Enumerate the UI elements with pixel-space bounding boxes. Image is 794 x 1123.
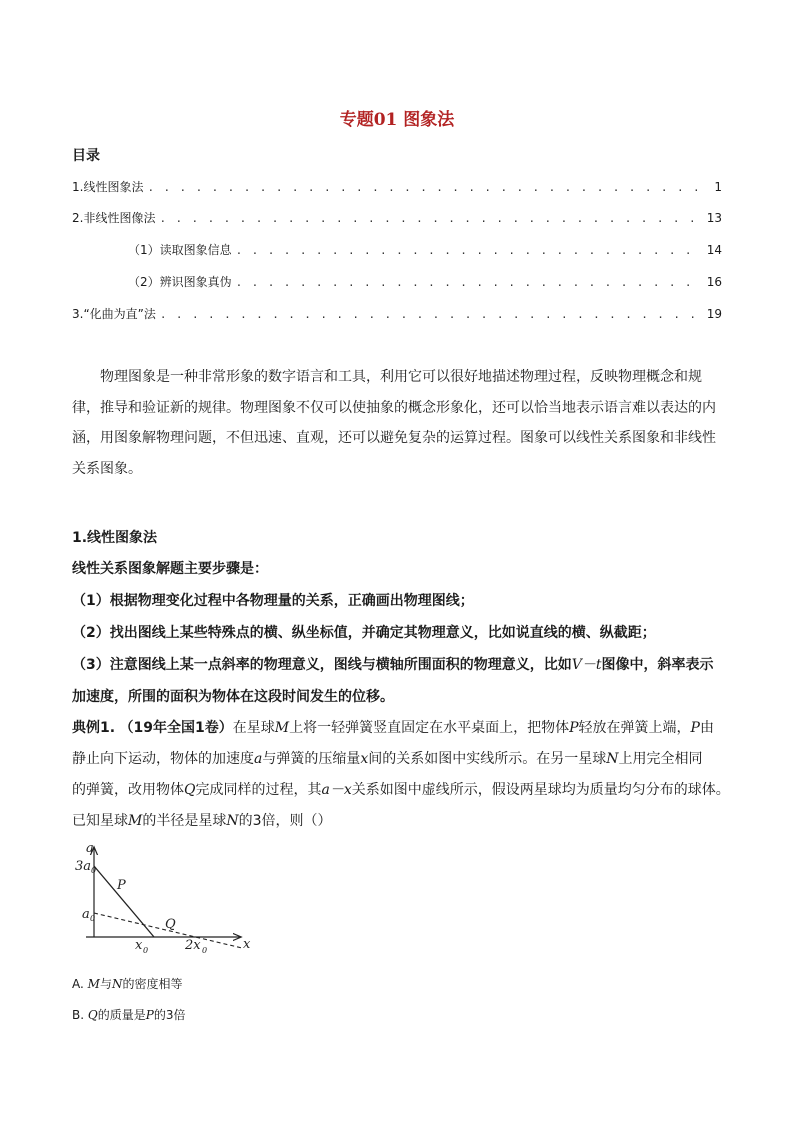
subscript-0: 0 xyxy=(202,946,208,955)
option-var: M xyxy=(87,977,100,991)
x-axis-label: x xyxy=(243,937,251,952)
example-text: 的3倍，则（） xyxy=(238,813,332,829)
example-text: 静止向下运动，物体的加速度 xyxy=(72,751,254,767)
step-3 xyxy=(72,654,724,674)
example-text: 的弹簧，改用物体 xyxy=(72,782,184,798)
toc-item-page: 19 xyxy=(706,307,722,321)
example-text: 上将一轻弹簧竖直固定在水平桌面上，把物体 xyxy=(289,720,570,736)
toc-leader-dots xyxy=(159,212,702,225)
var-x: x xyxy=(360,751,369,767)
option-text: 的质量是 xyxy=(97,1008,146,1022)
option-letter: B. xyxy=(72,1008,85,1022)
var-Q: Q xyxy=(184,782,196,798)
page-title: 专题01 图象法 xyxy=(339,110,455,130)
toc-item-label: （2）辨识图象真伪 xyxy=(128,275,232,289)
option-text: 的密度相等 xyxy=(122,977,183,991)
option-var: N xyxy=(111,977,123,991)
example-text: 由 xyxy=(699,720,714,736)
var-M: M xyxy=(274,720,290,736)
step-3-text-b: 图像中，斜率表示 xyxy=(601,657,714,673)
y-axis-label: a xyxy=(86,841,94,856)
toc-item[interactable] xyxy=(72,305,722,322)
example-line-4 xyxy=(72,810,724,830)
toc-item-page: 14 xyxy=(706,243,722,257)
example-text: 间的关系如图中实线所示。在另一星球 xyxy=(368,751,607,767)
example-line-2 xyxy=(72,748,724,768)
toc-leader-dots xyxy=(236,276,703,289)
step-2: （2）找出图线上某些特殊点的横、纵坐标值，并确定其物理意义，比如说直线的横、纵截距； xyxy=(72,625,656,641)
var-a: a xyxy=(254,751,263,767)
example-text: 关系如图中虚线所示，假设两星球均为质量均匀分布的球体。 xyxy=(351,782,730,798)
option-a[interactable] xyxy=(72,975,724,992)
toc-heading: 目录 xyxy=(72,148,100,164)
example-line-1 xyxy=(72,717,724,737)
label-2x0: 2x xyxy=(185,938,201,953)
option-text: 的3倍 xyxy=(153,1008,186,1022)
toc-item-label: 2.非线性图像法 xyxy=(72,211,156,225)
var-N: N xyxy=(226,813,239,829)
var-a-x: a－x xyxy=(321,782,352,798)
intro-paragraph: 物理图象是一种非常形象的数字语言和工具，利用它可以很好地描述物理过程，反映物理概念和规律，推导和验证新的规律。物理图象不仅可以使抽象的概念形象化，还可以恰当地表示语言难以表达的内涵，用图象解物理问题，不但迅速、直观，还可以避免复杂的运算过程。图象可以线性关系图象和非线性关系图象。 xyxy=(72,369,716,477)
var-P: P xyxy=(569,720,579,736)
steps-title: 线性关系图象解题主要步骤是： xyxy=(72,561,268,577)
option-var: Q xyxy=(87,1008,98,1022)
var-P: P xyxy=(690,720,700,736)
toc-item[interactable] xyxy=(72,178,722,195)
toc-item-label: （1）读取图象信息 xyxy=(128,243,232,257)
subscript-0: 0 xyxy=(143,946,149,955)
toc-item-label: 3.“化曲为直”法 xyxy=(72,307,156,321)
toc-leader-dots xyxy=(147,181,710,194)
section-heading: 1.线性图象法 xyxy=(72,530,158,546)
example-text: 与弹簧的压缩量 xyxy=(262,751,361,767)
subscript-0: 0 xyxy=(90,914,96,923)
toc-item-page: 16 xyxy=(706,275,722,289)
var-M: M xyxy=(128,813,143,829)
example-text: 上用完全相同 xyxy=(618,751,703,767)
toc-leader-dots xyxy=(236,244,703,257)
toc-item[interactable] xyxy=(72,209,722,226)
example-text: 已知星球 xyxy=(72,813,128,829)
toc-item[interactable] xyxy=(128,241,722,258)
vt-symbol: V－t xyxy=(571,657,602,673)
subscript-0: 0 xyxy=(91,866,97,875)
example-text: 的半径是星球 xyxy=(142,813,227,829)
label-3a0: 3a xyxy=(75,859,92,874)
example-source: （19年全国1卷） xyxy=(119,720,233,736)
example-text: 轻放在弹簧上端， xyxy=(578,720,691,736)
step-1: （1）根据物理变化过程中各物理量的关系，正确画出物理图线； xyxy=(72,593,474,609)
label-a0: a xyxy=(82,907,90,922)
toc-item-page: 1 xyxy=(714,180,722,194)
var-N: N xyxy=(606,751,619,767)
example-line-3 xyxy=(72,779,730,799)
example-label: 典例1. xyxy=(72,720,116,736)
label-x0: x xyxy=(135,938,143,953)
option-text: 与 xyxy=(99,977,112,991)
step-3-continued: 加速度，所围的面积为物体在这段时间发生的位移。 xyxy=(72,689,394,705)
a-x-graph xyxy=(72,840,262,960)
label-Q: Q xyxy=(165,917,176,932)
solid-line-P xyxy=(94,866,154,937)
step-3-text: （3）注意图线上某一点斜率的物理意义，图线与横轴所围面积的物理意义，比如 xyxy=(72,657,572,673)
toc-leader-dots xyxy=(160,308,703,321)
option-letter: A. xyxy=(72,977,84,991)
toc-item-page: 13 xyxy=(706,211,722,225)
option-var: P xyxy=(145,1008,154,1022)
label-P: P xyxy=(117,878,126,893)
example-text: 在星球 xyxy=(232,720,275,736)
example-text: 完成同样的过程，其 xyxy=(195,782,322,798)
toc-item-label: 1.线性图象法 xyxy=(72,180,144,194)
option-b[interactable] xyxy=(72,1006,724,1023)
toc-item[interactable] xyxy=(128,273,722,290)
